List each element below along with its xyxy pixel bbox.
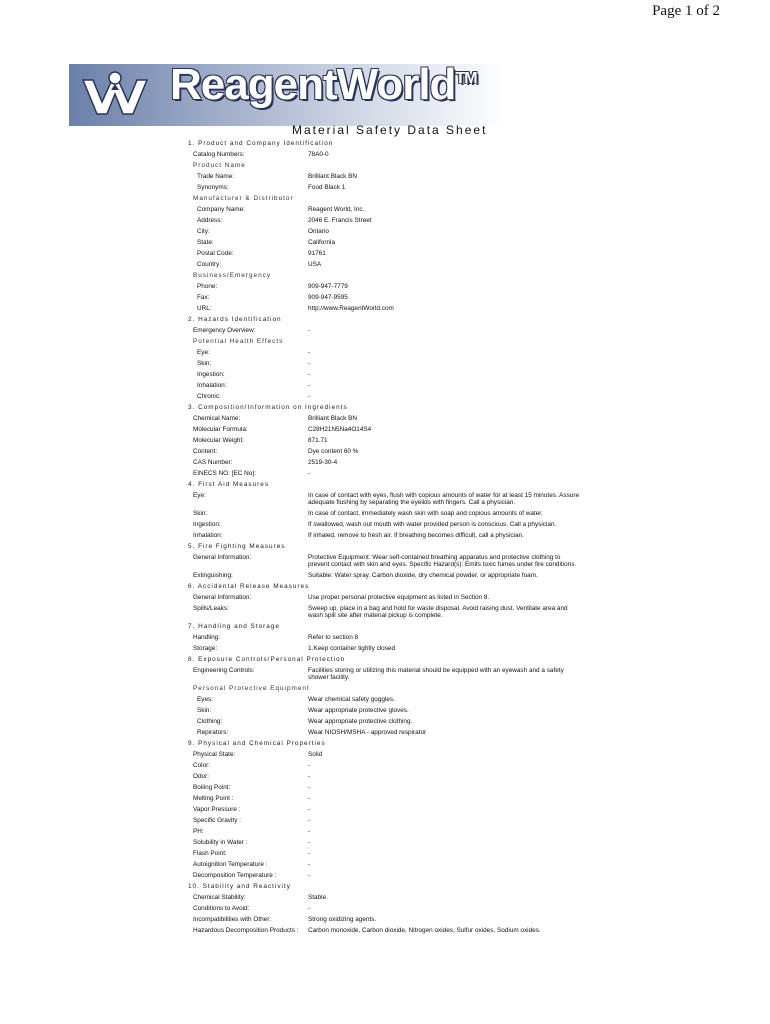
field-row [188,716,588,727]
field-value: - [308,817,311,824]
field-value: Brilliant Black BN [308,173,358,180]
field-row [188,552,588,570]
field-value: - [308,371,311,378]
field-row [188,837,588,848]
subsection-heading: Business/Emergency [193,272,272,279]
field-row [188,446,588,457]
field-label: Fax: [197,294,210,301]
field-value: - [308,850,311,857]
field-row [188,914,588,925]
field-value: 871.71 [308,437,328,444]
section-heading: 10. Stability and Reactivity [188,883,291,890]
field-value: Ontario [308,228,329,235]
section-heading: 1. Product and Company Identification [188,140,334,147]
page-number: Page 1 of 2 [652,3,720,19]
field-value: - [308,393,311,400]
field-label: Catalog Numbers: [193,151,245,158]
field-row [188,826,588,837]
field-row [188,380,588,391]
field-label: Hazardous Decomposition Products : [193,927,299,934]
field-row [188,292,588,303]
field-row [188,369,588,380]
field-row [188,358,588,369]
field-value: California [308,239,335,246]
field-label: Vapor Pressure : [193,806,241,813]
field-row [188,490,588,508]
field-row [188,325,588,336]
field-label: Trade Name: [197,173,235,180]
field-value: Brilliant Black BN [308,415,358,422]
field-row [188,303,588,314]
field-label: EINECS NO. [EC No]: [193,470,256,477]
field-label: Physical State: [193,751,236,758]
field-row [188,892,588,903]
field-value: If swallowed, wash out mouth with water provided person is conscious. Call a physician. [308,521,557,528]
field-label: Solubility in Water : [193,839,248,846]
field-label: Boiling Point: [193,784,231,791]
field-label: Phone: [197,283,218,290]
field-value: - [308,762,311,769]
field-row [188,468,588,479]
field-label: Melting Point : [193,795,234,802]
field-row [188,391,588,402]
field-row [188,248,588,259]
field-row [188,226,588,237]
field-value: Reagent World, Inc. [308,206,365,213]
field-label: Chronic: [197,393,221,400]
field-label: PH: [193,828,204,835]
field-value: http://www.ReagentWorld.com [308,305,394,312]
field-label: Odor: [193,773,209,780]
section-heading: 4. First Aid Measures [188,481,270,488]
field-value: - [308,861,311,868]
field-row [188,237,588,248]
field-row [188,149,588,160]
field-row [188,727,588,738]
field-row [188,760,588,771]
field-row [188,815,588,826]
field-label: Eyes: [197,696,213,703]
field-label: Skin: [197,707,212,714]
field-label: Repirators: [197,729,229,736]
field-row [188,182,588,193]
field-value: - [308,872,311,879]
field-row [188,782,588,793]
field-label: Decomposition Temperature : [193,872,277,879]
field-row [188,859,588,870]
field-value: Refer to section 8 [308,634,359,641]
field-row [188,570,588,581]
field-label: CAS Number: [193,459,233,466]
section-heading: 7. Handling and Storage [188,623,280,630]
field-value: 1.Keep container tightly closed [308,645,396,652]
field-label: Molecular Weight: [193,437,245,444]
field-row [188,413,588,424]
section-heading: 5. Fire Fighting Measures [188,543,286,550]
field-label: Skin: [197,360,212,367]
field-label: Eye: [193,492,206,499]
field-row [188,592,588,603]
field-label: Content: [193,448,218,455]
field-value: - [308,795,311,802]
field-row [188,508,588,519]
field-label: Color: [193,762,211,769]
field-label: Skin: [193,510,208,517]
field-label: Extinguishing: [193,572,233,579]
field-row [188,530,588,541]
document-title: Material Safety Data Sheet [292,123,488,137]
field-label: General Information: [193,594,252,601]
field-value: Carbon monoxide, Carbon dioxide, Nitrogen oxides, Sulfur oxides, Sodium oxides. [308,927,541,934]
field-row [188,925,588,936]
field-row [188,749,588,760]
field-row [188,215,588,226]
field-value: - [308,349,311,356]
field-label: Address: [197,217,223,224]
field-value: Protective Equipment: Wear self-contained breathing apparatus and protective clothing to prevent contact with skin and eyes. Specific Hazard(s): Emits toxic fumes under fire conditions. [308,554,577,568]
section-heading: 2. Hazards Identification [188,316,282,323]
field-value: USA [308,261,322,268]
field-value: 2046 E. Francis Street [308,217,372,224]
field-value: In case of contact with eyes, flush with copious amounts of water for at least 15 minutes. Assure adequate flushing by separating the eyelids with fingers. Call a physician. [308,492,580,506]
field-row [188,804,588,815]
field-row [188,793,588,804]
field-value: - [308,839,311,846]
field-value: In case of contact, immediately wash skin with soap and copious amounts of water. [308,510,543,517]
field-label: Inhalation: [193,532,223,539]
field-row [188,171,588,182]
field-value: Use proper personal protective equipment as listed in Section 8. [308,594,490,601]
field-value: Wear NIOSH/MSHA - approved respirator [308,729,427,736]
field-label: Country: [197,261,222,268]
field-value: Strong oxidizing agents. [308,916,377,923]
field-value: Solid [308,751,323,758]
field-value: Stable. [308,894,328,901]
field-value: - [308,327,311,334]
field-row [188,457,588,468]
field-value: 2519-30-4 [308,459,338,466]
field-value: If inhaled, remove to fresh air. If breathing becomes difficult, call a physician. [308,532,524,539]
section-heading: 9. Physical and Chemical Properties [188,740,326,747]
field-row [188,694,588,705]
field-value: 78A0-0 [308,151,329,158]
field-value: 91761 [308,250,326,257]
field-value: 909-947-7779 [308,283,348,290]
field-row [188,848,588,859]
field-label: Emergency Overview: [193,327,256,334]
field-label: Clothing: [197,718,223,725]
subsection-heading: Personal Protective Equipment [193,685,310,692]
field-row [188,870,588,881]
field-value: - [308,360,311,367]
field-label: Spills/Leaks: [193,605,229,612]
field-value: - [308,382,311,389]
brand-name: ReagentWorld™ [170,60,477,109]
field-label: Conditions to Avoid: [193,905,250,912]
field-value: Wear appropriate protective clothing. [308,718,413,725]
reagentworld-logo-icon [77,68,153,122]
section-heading: 8. Exposure Controls/Personal Protection [188,656,346,663]
field-label: Storage: [193,645,218,652]
field-row [188,665,588,683]
field-value: Suitable: Water spray. Carbon dioxide, dry chemical powder, or appropriate foam. [308,572,538,579]
subsection-heading: Product Name [193,162,246,169]
field-label: City: [197,228,210,235]
field-value: - [308,773,311,780]
field-row [188,903,588,914]
field-row [188,771,588,782]
field-value: Wear chemical safety goggles. [308,696,395,703]
field-row [188,519,588,530]
field-row [188,643,588,654]
field-label: State: [197,239,214,246]
field-label: Inhalation: [197,382,227,389]
field-value: Dye content 60 % [308,448,359,455]
field-value: Facilities storing or utilizing this material should be equipped with an eyewash and a safety shower facility. [308,667,564,681]
field-value: - [308,784,311,791]
field-row [188,204,588,215]
field-label: Incompatibilities with Other: [193,916,272,923]
field-label: Synonyms: [197,184,229,191]
field-value: - [308,905,311,912]
field-value: C28H21N5Na4O14S4 [308,426,372,433]
subsection-heading: Manufacturer & Distributor [193,195,294,202]
field-label: URL: [197,305,212,312]
field-label: Handling: [193,634,221,641]
msds-content [188,138,588,936]
field-row [188,347,588,358]
field-label: Eye: [197,349,210,356]
field-label: Engineering Controls: [193,667,255,674]
field-row [188,281,588,292]
field-row [188,435,588,446]
field-value: Sweep up, place in a bag and hold for waste disposal. Avoid raising dust. Ventilate area and wash spill site after material pickup is complete. [308,605,568,619]
field-value: Food Black 1 [308,184,346,191]
field-row [188,424,588,435]
field-label: Molecular Formula: [193,426,248,433]
field-row [188,632,588,643]
field-row [188,603,588,621]
field-row [188,259,588,270]
field-label: General Information: [193,554,252,561]
field-label: Ingestion: [193,521,221,528]
field-label: Chemical Stability: [193,894,246,901]
field-value: Wear appropriate protective gloves. [308,707,409,714]
field-label: Chemical Name: [193,415,241,422]
field-label: Ingestion: [197,371,225,378]
field-label: Company Name: [197,206,245,213]
field-value: - [308,806,311,813]
field-label: Specific Gravity : [193,817,241,824]
field-value: 909-947-9595 [308,294,348,301]
field-row [188,705,588,716]
field-value: - [308,470,311,477]
field-label: Autoignition Temperature : [193,861,268,868]
field-label: Postal Code: [197,250,234,257]
section-heading: 6. Accidental Release Measures [188,583,310,590]
field-value: - [308,828,311,835]
field-label: Flash Point: [193,850,227,857]
section-heading: 3. Composition/Information on Ingredients [188,404,348,411]
subsection-heading: Potential Health Effects [193,338,284,345]
